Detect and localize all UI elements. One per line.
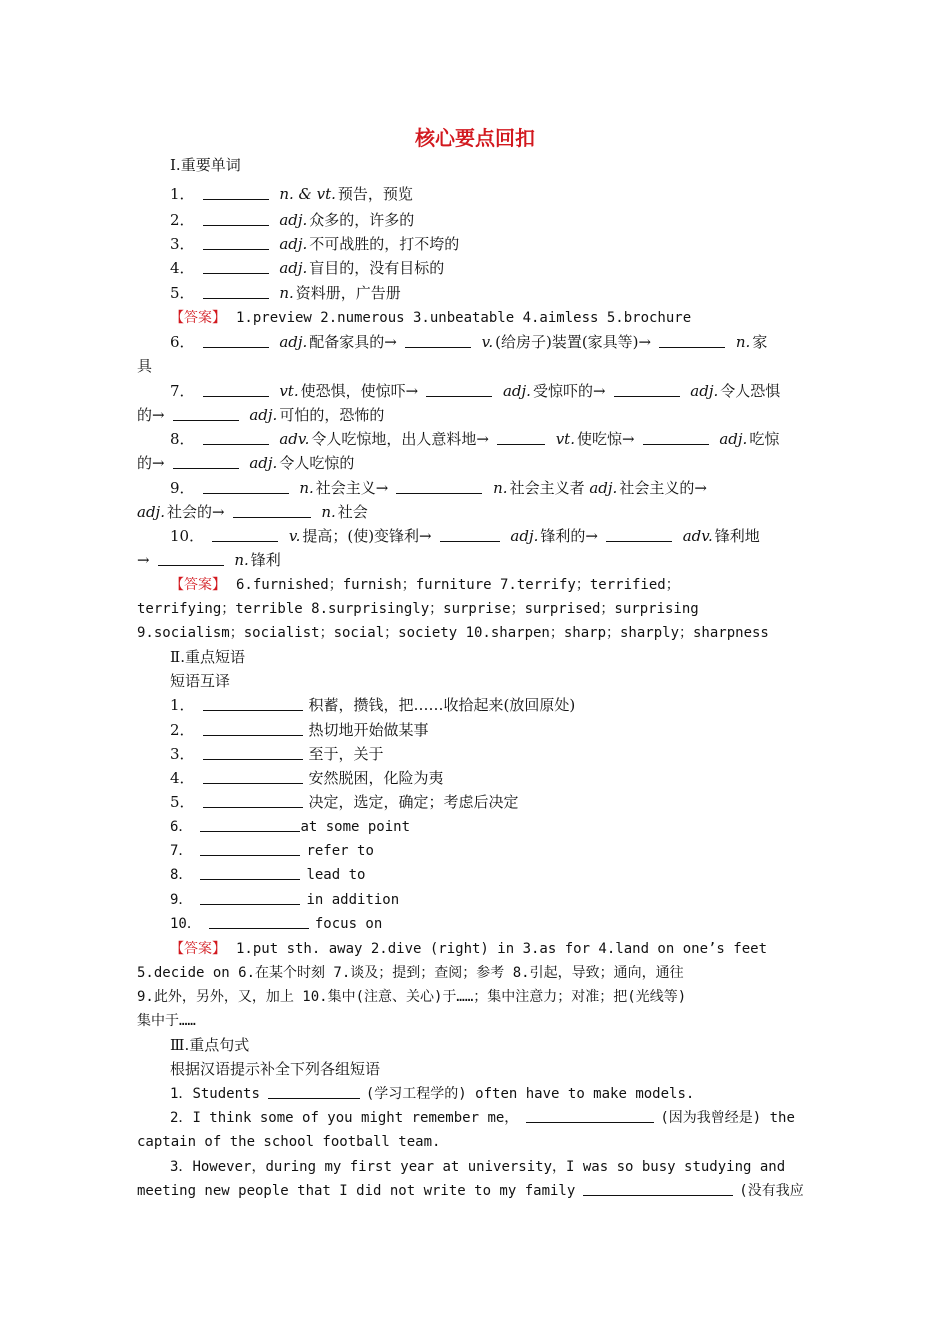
section-heading-phrases: Ⅱ.重点短语 [170, 648, 245, 666]
answer-blank[interactable] [497, 430, 545, 445]
answer-blank[interactable] [200, 841, 300, 856]
sentence-item-3: 3．However，during my first year at university，I was so busy studying and [170, 1159, 786, 1175]
word-item-4: 4． adj. 盲目的，没有目标的 [170, 259, 445, 277]
answer-blank[interactable] [426, 382, 492, 397]
answer-blank[interactable] [158, 551, 224, 566]
answer-blank[interactable] [643, 430, 709, 445]
answer-blank[interactable] [203, 235, 269, 250]
word-item-10-cont: → n. 锋利 [137, 551, 281, 569]
answer-blank[interactable] [203, 382, 269, 397]
answer-blank[interactable] [268, 1084, 360, 1099]
sentence-item-2-cont: captain of the school football team. [137, 1134, 441, 1150]
answer-blank[interactable] [200, 865, 300, 880]
answer-blank[interactable] [203, 259, 269, 274]
word-item-10: 10． v. 提高；(使)变锋利→ adj. 锋利的→ adv. 锋利地 [170, 527, 760, 545]
answer-blank[interactable] [203, 769, 303, 784]
phrase-item-2: 2． 热切地开始做某事 [170, 721, 429, 739]
word-item-1: 1． n. & vt. 预告，预览 [170, 185, 413, 203]
answer-blank[interactable] [203, 430, 269, 445]
answer-blank[interactable] [405, 333, 471, 348]
word-item-6-cont: 具 [137, 357, 153, 375]
phrase-item-7: 7． refer to [170, 843, 374, 859]
word-item-7: 7． vt. 使恐惧，使惊吓→ adj. 受惊吓的→ adj. 令人恐惧 [170, 382, 781, 400]
answer-label: 【答案】 [170, 941, 226, 957]
section-subheading-sentences: 根据汉语提示补全下列各组短语 [170, 1060, 381, 1078]
phrase-item-5: 5． 决定，选定，确定；考虑后决定 [170, 793, 519, 811]
answer-blank[interactable] [203, 479, 289, 494]
answer-blank[interactable] [203, 696, 303, 711]
word-item-9-cont: adj. 社会的→ n. 社会 [137, 503, 368, 521]
answer-blank[interactable] [203, 211, 269, 226]
answer-label: 【答案】 [170, 577, 226, 593]
answer-blank[interactable] [203, 745, 303, 760]
section-subheading-phrases: 短语互译 [170, 672, 231, 690]
answer-blank[interactable] [203, 284, 269, 299]
phrase-item-6: 6． at some point [170, 819, 411, 835]
sentence-item-2: 2．I think some of you might remember me， (因为我曾经是) the [170, 1110, 795, 1126]
word-item-8-cont: 的→ adj. 令人吃惊的 [137, 454, 355, 472]
answer-blank[interactable] [203, 793, 303, 808]
word-item-5: 5． n. 资料册，广告册 [170, 284, 401, 302]
answer-block-3-line4: 集中于…… [137, 1013, 196, 1029]
answer-blank[interactable] [526, 1108, 654, 1123]
answer-block-2: 【答案】 6.furnished；furnish；furniture 7.terrify；terrified； [170, 577, 680, 593]
word-item-8: 8． adv. 令人吃惊地，出人意料地→ vt. 使吃惊→ adj. 吃惊 [170, 430, 780, 448]
sentence-item-3-cont: meeting new people that I did not write to my family (没有我应 [137, 1183, 804, 1199]
answer-block-3-line3: 9.此外，另外，又，加上 10.集中(注意、关心)于……；集中注意力；对准；把(光线等) [137, 989, 687, 1005]
answer-block-2-line2: terrifying；terrible 8.surprisingly；surprise；surprised；surprising [137, 601, 699, 617]
answer-block-3-line2: 5.decide on 6.在某个时刻 7.谈及；提到；查阅；参考 8.引起，导致；通向，通往 [137, 965, 684, 981]
page-title: 核心要点回扣 [415, 126, 535, 150]
phrase-item-1: 1． 积蓄，攒钱，把……收拾起来(放回原处) [170, 696, 576, 714]
word-item-6: 6． adj. 配备家具的→ v. (给房子)装置(家具等)→ n. 家 [170, 333, 768, 351]
phrase-item-3: 3． 至于，关于 [170, 745, 384, 763]
word-item-9: 9． n. 社会主义→ n. 社会主义者 adj. 社会主义的→ [170, 479, 707, 497]
answer-blank[interactable] [614, 382, 680, 397]
answer-blank[interactable] [173, 406, 239, 421]
phrase-item-4: 4． 安然脱困，化险为夷 [170, 769, 444, 787]
answer-blank[interactable] [212, 527, 278, 542]
phrase-item-8: 8． lead to [170, 867, 366, 883]
answer-blank[interactable] [203, 333, 269, 348]
answer-blank[interactable] [396, 479, 482, 494]
phrase-item-10: 10． focus on [170, 916, 383, 932]
answer-blank[interactable] [659, 333, 725, 348]
word-item-7-cont: 的→ adj. 可怕的，恐怖的 [137, 406, 385, 424]
section-heading-sentences: Ⅲ.重点句式 [170, 1036, 250, 1054]
answer-blank[interactable] [200, 817, 300, 832]
answer-blank[interactable] [233, 503, 311, 518]
answer-blank[interactable] [173, 454, 239, 469]
answer-label: 【答案】 [170, 310, 226, 326]
answer-blank[interactable] [440, 527, 500, 542]
word-item-3: 3． adj. 不可战胜的，打不垮的 [170, 235, 460, 253]
answer-block-2-line3: 9.socialism；socialist；social；society 10.sharpen；sharp；sharply；sharpness [137, 625, 769, 641]
answer-blank[interactable] [203, 721, 303, 736]
word-item-2: 2． adj. 众多的，许多的 [170, 211, 415, 229]
answer-blank[interactable] [583, 1181, 733, 1196]
answer-blank[interactable] [203, 185, 269, 200]
sentence-item-1: 1．Students (学习工程学的) often have to make models. [170, 1086, 695, 1102]
answer-blank[interactable] [606, 527, 672, 542]
answer-blank[interactable] [209, 914, 309, 929]
section-heading-words: Ⅰ.重要单词 [170, 156, 241, 174]
answer-blank[interactable] [200, 890, 300, 905]
phrase-item-9: 9． in addition [170, 892, 400, 908]
answer-block-1: 【答案】 1.preview 2.numerous 3.unbeatable 4.aimless 5.brochure [170, 310, 692, 326]
answer-block-3: 【答案】 1.put sth. away 2.dive (right) in 3.as for 4.land on one’s feet [170, 941, 768, 957]
